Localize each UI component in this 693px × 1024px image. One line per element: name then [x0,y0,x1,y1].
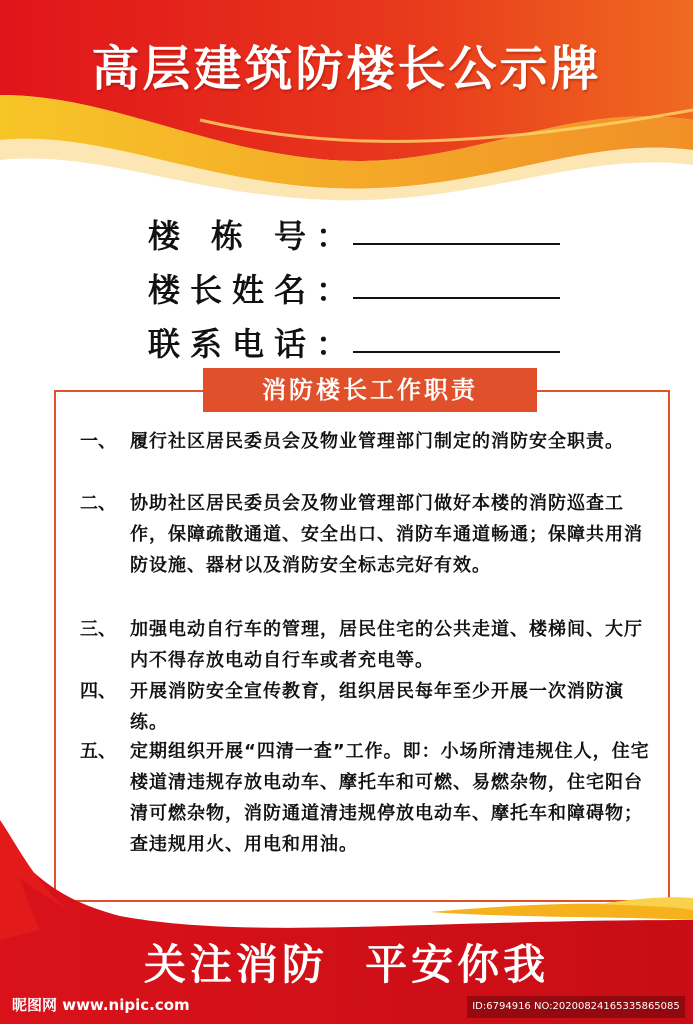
manager-name-label: 楼长姓名： [148,271,348,309]
phone-row [148,313,578,367]
watermark-id: ID:6794916 NO:20200824165335865085 [467,996,685,1018]
duty-text: 定期组织开展“四清一查”工作。即：小场所清违规住人，住宅楼道清违规存放电动车、摩托车和可燃、易燃杂物，住宅阳台清可燃杂物，消防通道清违规停放电动车、摩托车和障碍物；查违规用火、用电和用油。 [130,741,650,855]
phone-label: 联系电话： [148,325,348,363]
building-number-label: 楼 栋 号： [148,217,348,255]
duty-text: 开展消防安全宣传教育，组织居民每年至少开展一次消防演练。 [130,681,624,733]
info-section [148,205,578,367]
duty-number: 五、 [80,741,116,762]
duty-text: 加强电动自行车的管理，居民住宅的公共走道、楼梯间、大厅内不得存放电动自行车或者充电等。 [130,619,643,671]
footer-slogan: 关注消防 平安你我 [143,940,550,989]
building-number-row [148,205,578,259]
page-title: 高层建筑防楼长公示牌 [91,41,602,97]
watermark-site: 昵图网 www.nipic.com [12,996,190,1014]
duty-text: 协助社区居民委员会及物业管理部门做好本楼的消防巡查工作，保障疏散通道、安全出口、消防车通道畅通；保障共用消防设施、器材以及消防安全标志完好有效。 [130,493,643,576]
duty-number: 二、 [80,493,116,514]
manager-name-blank [353,297,560,299]
duty-text: 履行社区居民委员会及物业管理部门制定的消防安全职责。 [130,431,624,452]
building-number-blank [353,243,560,245]
phone-blank [353,351,560,353]
manager-name-row [148,259,578,313]
duty-number: 四、 [80,681,116,702]
duty-number: 三、 [80,619,116,640]
duties-title: 消防楼长工作职责 [203,368,537,412]
footer-left-curve [0,820,40,940]
duty-number: 一、 [80,431,116,452]
